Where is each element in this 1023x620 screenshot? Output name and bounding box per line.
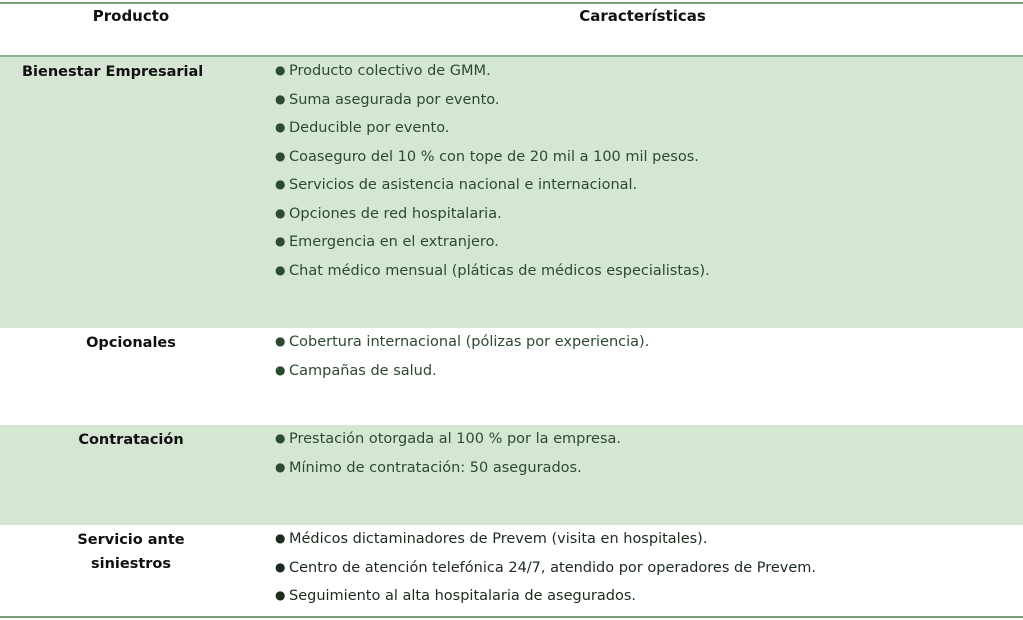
table-row-servicio-ante-siniestros	[0, 525, 1023, 616]
bullet-icon: ●	[275, 334, 286, 348]
list-item-text: Suma asegurada por evento.	[289, 91, 500, 108]
list-item	[275, 57, 710, 86]
table-row-opcionales	[0, 328, 1023, 425]
product-name: Contratación	[78, 432, 184, 448]
bullet-icon: ●	[275, 234, 286, 248]
list-item-text: Emergencia en el extranjero.	[289, 234, 499, 250]
column-header-product: Producto	[92, 7, 170, 25]
list-item-text: Centro de atención telefónica 24/7, atendido por operadores de Prevem.	[289, 559, 817, 576]
list-item	[275, 86, 710, 115]
list-item	[275, 200, 710, 229]
list-item-text: Mínimo de contratación: 50 asegurados.	[289, 459, 582, 476]
list-item-text: Médicos dictaminadores de Prevem (visita en hospitales).	[289, 531, 708, 547]
list-item	[275, 171, 710, 200]
characteristics-list	[275, 57, 710, 285]
bullet-icon: ●	[275, 588, 286, 602]
product-name: Bienestar Empresarial	[22, 64, 204, 80]
table-top-rule	[0, 2, 1023, 4]
list-item	[275, 357, 649, 386]
list-item-text: Opciones de red hospitalaria.	[289, 205, 502, 222]
bullet-icon: ●	[275, 531, 286, 545]
list-item-text: Servicios de asistencia nacional e internacional.	[289, 177, 638, 193]
list-item	[275, 525, 816, 554]
list-item	[275, 228, 710, 257]
bullet-icon: ●	[275, 431, 286, 445]
list-item	[275, 582, 816, 611]
product-name-line-2: siniestros	[90, 556, 172, 572]
list-item-text: Campañas de salud.	[289, 362, 437, 379]
list-item-text: Seguimiento al alta hospitalaria de asegurados.	[289, 588, 636, 604]
list-item	[275, 454, 621, 483]
table-bottom-rule	[0, 616, 1023, 618]
bullet-icon: ●	[275, 362, 286, 377]
product-name	[0, 528, 262, 576]
bullet-icon: ●	[275, 91, 286, 106]
list-item-text: Deducible por evento.	[289, 120, 450, 136]
bullet-icon: ●	[275, 459, 286, 474]
bullet-icon: ●	[275, 148, 286, 163]
product-name: Opcionales	[86, 335, 176, 351]
column-header-characteristics: Características	[579, 7, 706, 25]
bullet-icon: ●	[275, 262, 286, 277]
table-row-bienestar-empresarial	[0, 57, 1023, 328]
list-item-text: Producto colectivo de GMM.	[289, 63, 491, 79]
list-item-text: Cobertura internacional (pólizas por experiencia).	[289, 334, 650, 350]
list-item-text: Chat médico mensual (pláticas de médicos especialistas).	[289, 262, 710, 279]
list-item	[275, 257, 710, 286]
bullet-icon: ●	[275, 559, 286, 574]
characteristics-list	[275, 525, 816, 611]
list-item	[275, 143, 710, 172]
list-item	[275, 328, 649, 357]
product-name-line-1: Servicio ante	[77, 532, 185, 548]
bullet-icon: ●	[275, 63, 286, 77]
bullet-icon: ●	[275, 205, 286, 220]
list-item	[275, 114, 710, 143]
list-item-text: Coaseguro del 10 % con tope de 20 mil a 100 mil pesos.	[289, 148, 699, 165]
list-item-text: Prestación otorgada al 100 % por la empresa.	[289, 431, 621, 447]
list-item	[275, 554, 816, 583]
bullet-icon: ●	[275, 177, 286, 191]
characteristics-list	[275, 425, 621, 482]
list-item	[275, 425, 621, 454]
table-row-contratacion	[0, 425, 1023, 525]
bullet-icon: ●	[275, 120, 286, 134]
characteristics-list	[275, 328, 649, 385]
